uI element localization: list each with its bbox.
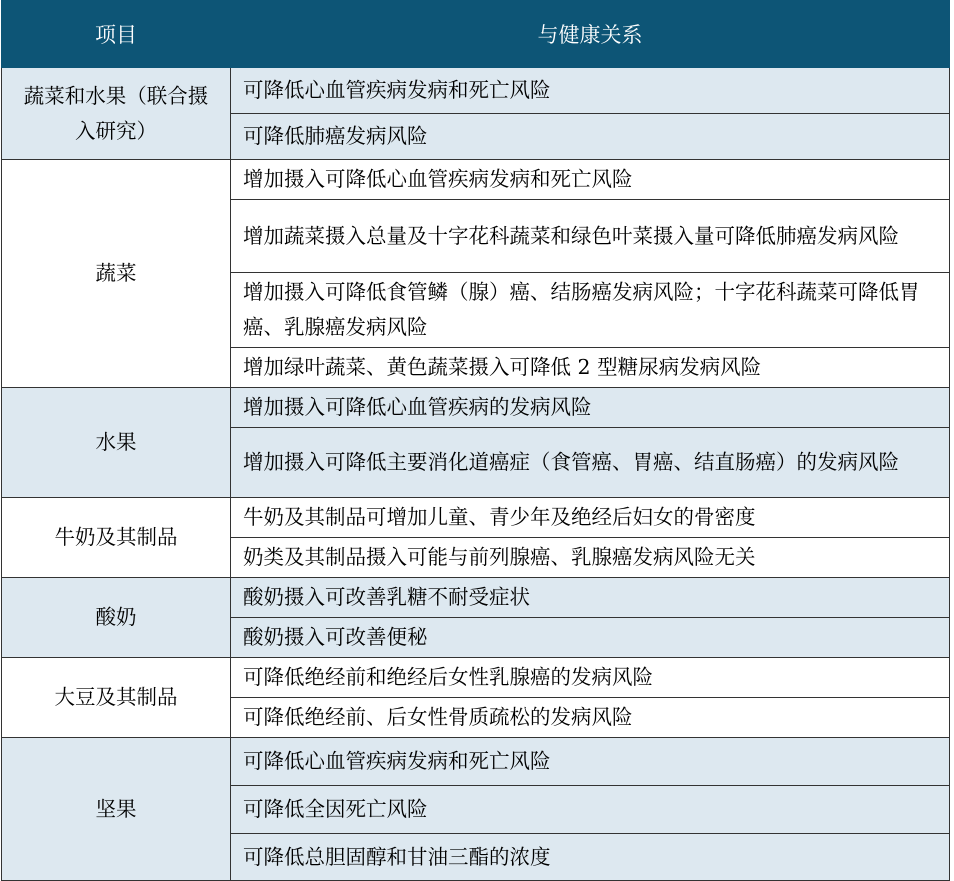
category-label: 酸奶	[95, 605, 137, 629]
table-row	[2, 738, 950, 786]
header-item: 项目	[2, 1, 231, 68]
header-row	[2, 1, 950, 68]
category-cell	[2, 578, 231, 658]
table-row	[2, 388, 950, 428]
relation-cell: 可降低肺癌发病风险	[231, 114, 950, 160]
relation-cell: 可降低心血管疾病发病和死亡风险	[231, 68, 950, 114]
category-cell	[2, 388, 231, 498]
table-row	[2, 578, 950, 618]
table-row	[2, 658, 950, 698]
relation-cell: 酸奶摄入可改善乳糖不耐受症状	[231, 578, 950, 618]
category-cell	[2, 160, 231, 388]
category-label: 坚果	[95, 796, 137, 821]
relation-cell: 牛奶及其制品可增加儿童、青少年及绝经后妇女的骨密度	[231, 498, 950, 538]
relation-cell: 增加绿叶蔬菜、黄色蔬菜摄入可降低 2 型糖尿病发病风险	[231, 348, 950, 388]
relation-cell: 酸奶摄入可改善便秘	[231, 618, 950, 658]
relation-cell: 可降低绝经前和绝经后女性乳腺癌的发病风险	[231, 658, 950, 698]
relation-cell: 增加摄入可降低食管鳞（腺）癌、结肠癌发病风险；十字花科蔬菜可降低胃癌、乳腺癌发病风险	[231, 273, 950, 348]
relation-cell: 可降低全因死亡风险	[231, 786, 950, 834]
relation-cell: 增加蔬菜摄入总量及十字花科蔬菜和绿色叶菜摄入量可降低肺癌发病风险	[231, 200, 950, 273]
health-table	[1, 0, 950, 881]
category-label: 大豆及其制品	[54, 685, 178, 709]
relation-cell: 奶类及其制品摄入可能与前列腺癌、乳腺癌发病风险无关	[231, 538, 950, 578]
relation-cell: 增加摄入可降低心血管疾病的发病风险	[231, 388, 950, 428]
relation-cell: 增加摄入可降低主要消化道癌症（食管癌、胃癌、结直肠癌）的发病风险	[231, 428, 950, 498]
relation-cell: 可降低心血管疾病发病和死亡风险	[231, 738, 950, 786]
category-cell	[2, 738, 231, 881]
table-row	[2, 68, 950, 114]
relation-cell: 可降低总胆固醇和甘油三酯的浓度	[231, 834, 950, 881]
header-relation: 与健康关系	[231, 1, 950, 68]
relation-cell: 增加摄入可降低心血管疾病发病和死亡风险	[231, 160, 950, 200]
category-cell	[2, 68, 231, 160]
category-cell	[2, 658, 231, 738]
category-label: 蔬菜和水果（联合摄入研究）	[23, 83, 209, 143]
relation-cell: 可降低绝经前、后女性骨质疏松的发病风险	[231, 698, 950, 738]
table-row	[2, 160, 950, 200]
category-label: 水果	[95, 430, 137, 454]
category-label: 蔬菜	[95, 261, 137, 285]
category-label: 牛奶及其制品	[54, 525, 178, 549]
category-cell	[2, 498, 231, 578]
table-row	[2, 498, 950, 538]
